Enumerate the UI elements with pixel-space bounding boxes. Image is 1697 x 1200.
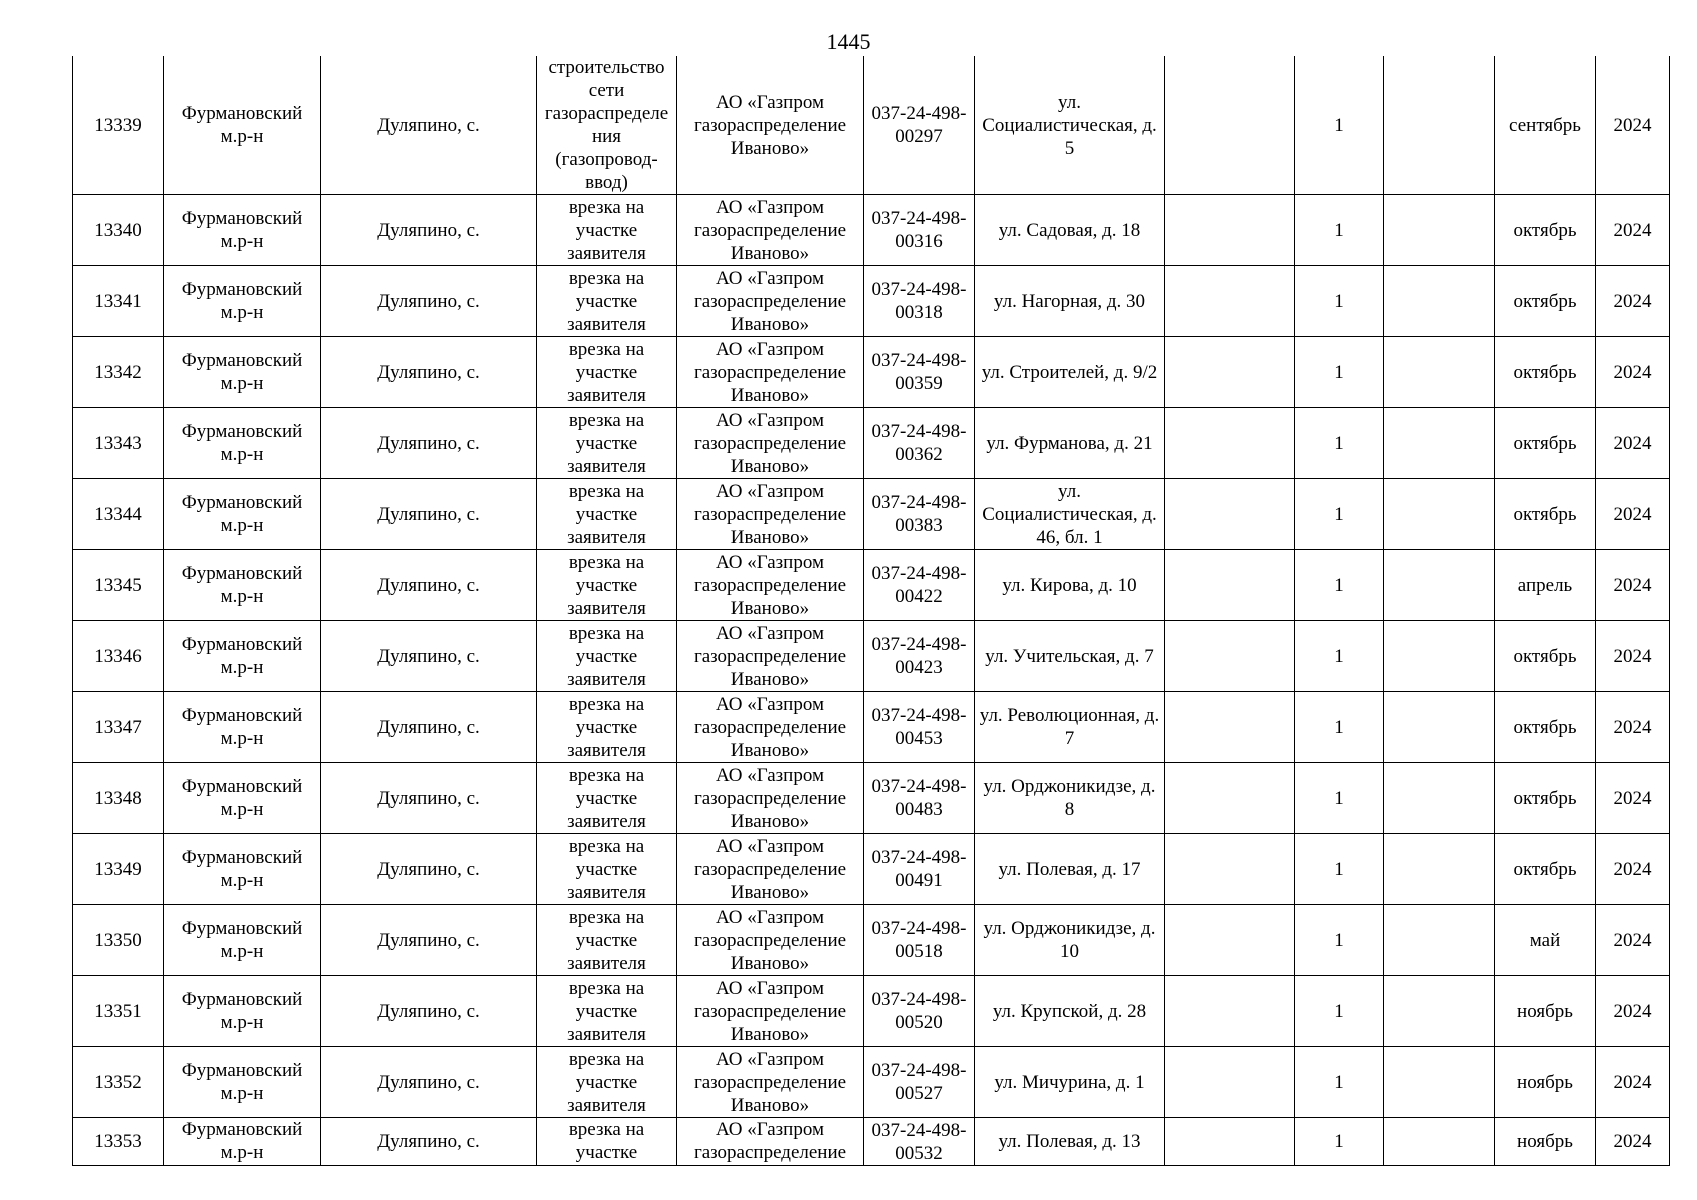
address-cell: ул. Строителей, д. 9/2	[975, 337, 1165, 408]
year-cell: 2024	[1596, 976, 1670, 1047]
organization-cell: АО «Газпром газораспределение Иваново»	[677, 834, 864, 905]
settlement-cell: Дуляпино, с.	[321, 834, 537, 905]
quantity-cell: 1	[1295, 337, 1384, 408]
district-cell: Фурмановский м.р-н	[164, 479, 321, 550]
month-cell: октябрь	[1495, 337, 1596, 408]
settlement-cell: Дуляпино, с.	[321, 337, 537, 408]
work-type-cell: врезка на участке заявителя	[537, 834, 677, 905]
year-cell: 2024	[1596, 763, 1670, 834]
settlement-cell: Дуляпино, с.	[321, 1047, 537, 1118]
work-type-cell: строительство сети газораспределения (газопровод-ввод)	[537, 56, 677, 195]
month-cell: октябрь	[1495, 621, 1596, 692]
empty-cell	[1165, 905, 1295, 976]
empty-cell	[1165, 408, 1295, 479]
table-row	[73, 56, 1670, 195]
address-cell: ул. Кирова, д. 10	[975, 550, 1165, 621]
empty-cell	[1165, 56, 1295, 195]
organization-cell: АО «Газпром газораспределение Иваново»	[677, 692, 864, 763]
district-cell: Фурмановский м.р-н	[164, 266, 321, 337]
row-number-cell: 13344	[73, 479, 164, 550]
year-cell: 2024	[1596, 337, 1670, 408]
work-type-cell: врезка на участке заявителя	[537, 550, 677, 621]
empty-cell	[1165, 266, 1295, 337]
month-cell: октябрь	[1495, 195, 1596, 266]
district-cell: Фурмановский м.р-н	[164, 976, 321, 1047]
table-row	[73, 550, 1670, 621]
year-cell: 2024	[1596, 905, 1670, 976]
application-code-cell: 037-24-498-00316	[864, 195, 975, 266]
district-cell: Фурмановский м.р-н	[164, 1047, 321, 1118]
application-code-cell: 037-24-498-00297	[864, 56, 975, 195]
month-cell: апрель	[1495, 550, 1596, 621]
row-number-cell: 13349	[73, 834, 164, 905]
work-type-cell: врезка на участке заявителя	[537, 976, 677, 1047]
quantity-cell: 1	[1295, 266, 1384, 337]
empty-cell	[1384, 337, 1495, 408]
quantity-cell: 1	[1295, 408, 1384, 479]
month-cell: октябрь	[1495, 763, 1596, 834]
organization-cell: АО «Газпром газораспределение Иваново»	[677, 1047, 864, 1118]
organization-cell: АО «Газпром газораспределение Иваново»	[677, 195, 864, 266]
empty-cell	[1384, 1047, 1495, 1118]
organization-cell: АО «Газпром газораспределение Иваново»	[677, 56, 864, 195]
district-cell: Фурмановский м.р-н	[164, 337, 321, 408]
year-cell: 2024	[1596, 1047, 1670, 1118]
table-row	[73, 905, 1670, 976]
address-cell: ул. Полевая, д. 13	[975, 1118, 1165, 1166]
district-cell: Фурмановский м.р-н	[164, 834, 321, 905]
district-cell: Фурмановский м.р-н	[164, 763, 321, 834]
application-code-cell: 037-24-498-00318	[864, 266, 975, 337]
district-cell: Фурмановский м.р-н	[164, 408, 321, 479]
year-cell: 2024	[1596, 408, 1670, 479]
empty-cell	[1384, 56, 1495, 195]
empty-cell	[1384, 621, 1495, 692]
empty-cell	[1384, 550, 1495, 621]
address-cell: ул. Учительская, д. 7	[975, 621, 1165, 692]
application-code-cell: 037-24-498-00362	[864, 408, 975, 479]
row-number-cell: 13353	[73, 1118, 164, 1166]
row-number-cell: 13347	[73, 692, 164, 763]
settlement-cell: Дуляпино, с.	[321, 550, 537, 621]
empty-cell	[1165, 976, 1295, 1047]
district-cell: Фурмановский м.р-н	[164, 692, 321, 763]
quantity-cell: 1	[1295, 56, 1384, 195]
table-row	[73, 621, 1670, 692]
application-code-cell: 037-24-498-00483	[864, 763, 975, 834]
work-type-cell: врезка на участке заявителя	[537, 195, 677, 266]
settlement-cell: Дуляпино, с.	[321, 905, 537, 976]
year-cell: 2024	[1596, 1118, 1670, 1166]
row-number-cell: 13343	[73, 408, 164, 479]
empty-cell	[1165, 1118, 1295, 1166]
organization-cell: АО «Газпром газораспределение Иваново»	[677, 266, 864, 337]
address-cell: ул. Фурманова, д. 21	[975, 408, 1165, 479]
month-cell: октябрь	[1495, 834, 1596, 905]
organization-cell: АО «Газпром газораспределение	[677, 1118, 864, 1166]
address-cell: ул. Социалистическая, д. 46, бл. 1	[975, 479, 1165, 550]
quantity-cell: 1	[1295, 763, 1384, 834]
empty-cell	[1165, 195, 1295, 266]
row-number-cell: 13351	[73, 976, 164, 1047]
quantity-cell: 1	[1295, 976, 1384, 1047]
application-code-cell: 037-24-498-00532	[864, 1118, 975, 1166]
application-code-cell: 037-24-498-00359	[864, 337, 975, 408]
empty-cell	[1165, 479, 1295, 550]
empty-cell	[1384, 763, 1495, 834]
quantity-cell: 1	[1295, 1118, 1384, 1166]
work-type-cell: врезка на участке заявителя	[537, 266, 677, 337]
empty-cell	[1165, 337, 1295, 408]
table-row	[73, 195, 1670, 266]
organization-cell: АО «Газпром газораспределение Иваново»	[677, 408, 864, 479]
quantity-cell: 1	[1295, 834, 1384, 905]
table-row	[73, 834, 1670, 905]
settlement-cell: Дуляпино, с.	[321, 763, 537, 834]
row-number-cell: 13350	[73, 905, 164, 976]
address-cell: ул. Мичурина, д. 1	[975, 1047, 1165, 1118]
settlement-cell: Дуляпино, с.	[321, 408, 537, 479]
year-cell: 2024	[1596, 621, 1670, 692]
empty-cell	[1384, 195, 1495, 266]
year-cell: 2024	[1596, 195, 1670, 266]
empty-cell	[1165, 621, 1295, 692]
application-code-cell: 037-24-498-00518	[864, 905, 975, 976]
settlement-cell: Дуляпино, с.	[321, 479, 537, 550]
settlement-cell: Дуляпино, с.	[321, 621, 537, 692]
address-cell: ул. Нагорная, д. 30	[975, 266, 1165, 337]
year-cell: 2024	[1596, 479, 1670, 550]
table-row	[73, 976, 1670, 1047]
quantity-cell: 1	[1295, 550, 1384, 621]
empty-cell	[1165, 834, 1295, 905]
settlement-cell: Дуляпино, с.	[321, 1118, 537, 1166]
organization-cell: АО «Газпром газораспределение Иваново»	[677, 905, 864, 976]
table-row	[73, 692, 1670, 763]
work-type-cell: врезка на участке заявителя	[537, 763, 677, 834]
month-cell: октябрь	[1495, 479, 1596, 550]
work-type-cell: врезка на участке заявителя	[537, 337, 677, 408]
application-code-cell: 037-24-498-00491	[864, 834, 975, 905]
year-cell: 2024	[1596, 692, 1670, 763]
row-number-cell: 13341	[73, 266, 164, 337]
work-type-cell: врезка на участке заявителя	[537, 408, 677, 479]
district-cell: Фурмановский м.р-н	[164, 1118, 321, 1166]
district-cell: Фурмановский м.р-н	[164, 621, 321, 692]
organization-cell: АО «Газпром газораспределение Иваново»	[677, 621, 864, 692]
work-type-cell: врезка на участке заявителя	[537, 1047, 677, 1118]
empty-cell	[1384, 1118, 1495, 1166]
settlement-cell: Дуляпино, с.	[321, 266, 537, 337]
table-body	[73, 56, 1670, 1166]
month-cell: октябрь	[1495, 692, 1596, 763]
district-cell: Фурмановский м.р-н	[164, 195, 321, 266]
month-cell: ноябрь	[1495, 976, 1596, 1047]
month-cell: май	[1495, 905, 1596, 976]
empty-cell	[1384, 834, 1495, 905]
application-code-cell: 037-24-498-00383	[864, 479, 975, 550]
district-cell: Фурмановский м.р-н	[164, 56, 321, 195]
empty-cell	[1384, 479, 1495, 550]
organization-cell: АО «Газпром газораспределение Иваново»	[677, 976, 864, 1047]
month-cell: ноябрь	[1495, 1118, 1596, 1166]
year-cell: 2024	[1596, 550, 1670, 621]
table-row	[73, 763, 1670, 834]
settlement-cell: Дуляпино, с.	[321, 976, 537, 1047]
organization-cell: АО «Газпром газораспределение Иваново»	[677, 337, 864, 408]
empty-cell	[1165, 692, 1295, 763]
row-number-cell: 13340	[73, 195, 164, 266]
table-row	[73, 479, 1670, 550]
quantity-cell: 1	[1295, 195, 1384, 266]
year-cell: 2024	[1596, 56, 1670, 195]
empty-cell	[1384, 266, 1495, 337]
row-number-cell: 13352	[73, 1047, 164, 1118]
quantity-cell: 1	[1295, 1047, 1384, 1118]
settlement-cell: Дуляпино, с.	[321, 56, 537, 195]
district-cell: Фурмановский м.р-н	[164, 550, 321, 621]
organization-cell: АО «Газпром газораспределение Иваново»	[677, 550, 864, 621]
empty-cell	[1165, 550, 1295, 621]
table-row	[73, 337, 1670, 408]
settlement-cell: Дуляпино, с.	[321, 195, 537, 266]
address-cell: ул. Крупской, д. 28	[975, 976, 1165, 1047]
quantity-cell: 1	[1295, 905, 1384, 976]
organization-cell: АО «Газпром газораспределение Иваново»	[677, 763, 864, 834]
page-number: 1445	[826, 29, 871, 54]
application-code-cell: 037-24-498-00520	[864, 976, 975, 1047]
application-code-cell: 037-24-498-00527	[864, 1047, 975, 1118]
empty-cell	[1384, 408, 1495, 479]
quantity-cell: 1	[1295, 621, 1384, 692]
work-type-cell: врезка на участке заявителя	[537, 621, 677, 692]
work-type-cell: врезка на участке заявителя	[537, 692, 677, 763]
application-code-cell: 037-24-498-00422	[864, 550, 975, 621]
row-number-cell: 13348	[73, 763, 164, 834]
month-cell: сентябрь	[1495, 56, 1596, 195]
address-cell: ул. Орджоникидзе, д. 10	[975, 905, 1165, 976]
empty-cell	[1165, 1047, 1295, 1118]
empty-cell	[1165, 763, 1295, 834]
address-cell: ул. Садовая, д. 18	[975, 195, 1165, 266]
address-cell: ул. Орджоникидзе, д. 8	[975, 763, 1165, 834]
empty-cell	[1384, 905, 1495, 976]
application-code-cell: 037-24-498-00453	[864, 692, 975, 763]
empty-cell	[1384, 976, 1495, 1047]
table-row	[73, 408, 1670, 479]
address-cell: ул. Революционная, д. 7	[975, 692, 1165, 763]
work-type-cell: врезка на участке	[537, 1118, 677, 1166]
quantity-cell: 1	[1295, 479, 1384, 550]
table-row	[73, 1118, 1670, 1166]
row-number-cell: 13345	[73, 550, 164, 621]
row-number-cell: 13346	[73, 621, 164, 692]
row-number-cell: 13339	[73, 56, 164, 195]
work-type-cell: врезка на участке заявителя	[537, 905, 677, 976]
year-cell: 2024	[1596, 834, 1670, 905]
quantity-cell: 1	[1295, 692, 1384, 763]
year-cell: 2024	[1596, 266, 1670, 337]
empty-cell	[1384, 692, 1495, 763]
work-type-cell: врезка на участке заявителя	[537, 479, 677, 550]
gas-connection-table	[72, 56, 1670, 1166]
district-cell: Фурмановский м.р-н	[164, 905, 321, 976]
organization-cell: АО «Газпром газораспределение Иваново»	[677, 479, 864, 550]
month-cell: октябрь	[1495, 266, 1596, 337]
month-cell: ноябрь	[1495, 1047, 1596, 1118]
address-cell: ул. Полевая, д. 17	[975, 834, 1165, 905]
row-number-cell: 13342	[73, 337, 164, 408]
table-row	[73, 1047, 1670, 1118]
application-code-cell: 037-24-498-00423	[864, 621, 975, 692]
address-cell: ул. Социалистическая, д. 5	[975, 56, 1165, 195]
table-row	[73, 266, 1670, 337]
settlement-cell: Дуляпино, с.	[321, 692, 537, 763]
month-cell: октябрь	[1495, 408, 1596, 479]
